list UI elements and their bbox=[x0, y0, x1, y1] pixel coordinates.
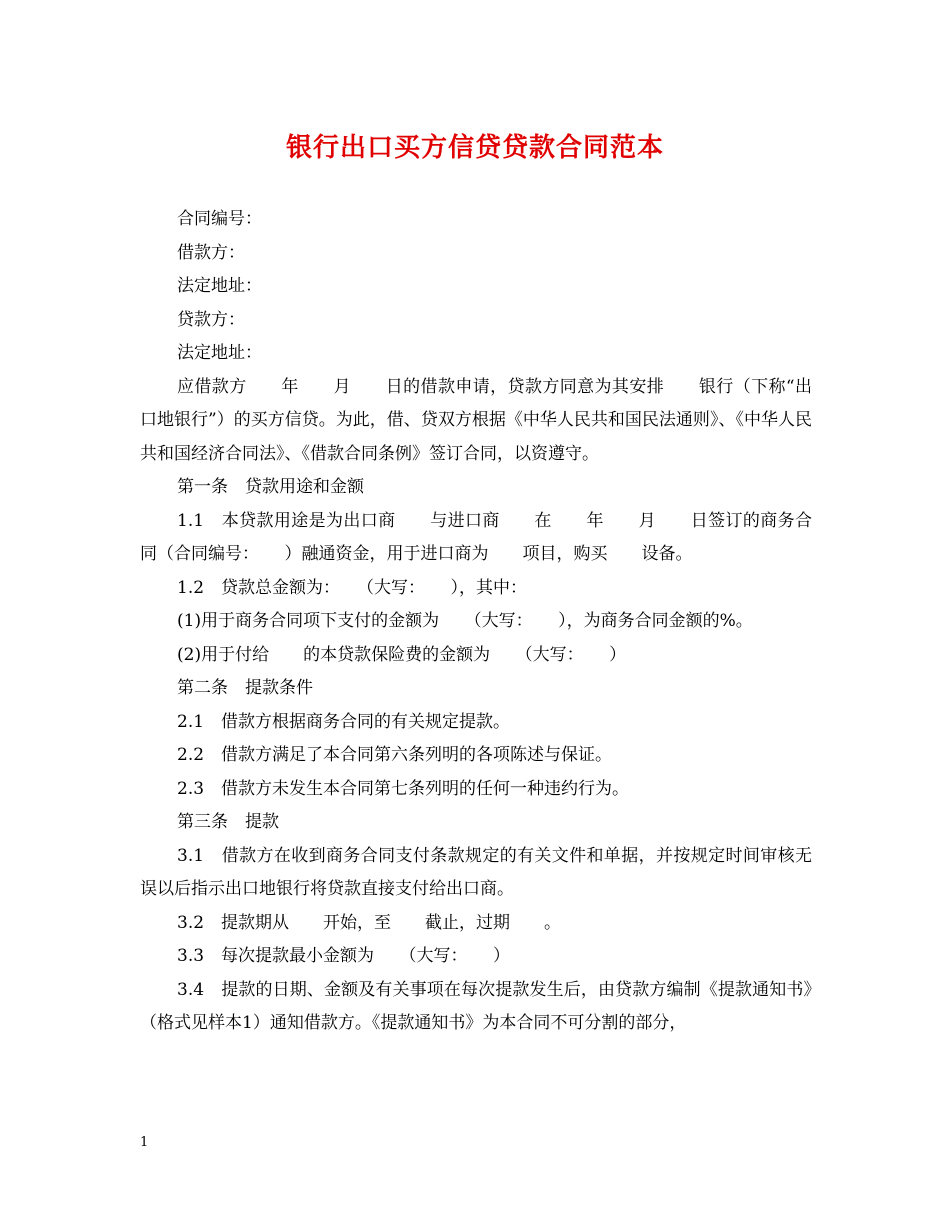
clause-1-1: 1.1 本贷款用途是为出口商 与进口商 在 年 月 日签订的商务合同（合同编号： ）融通资金，用于进口商为 项目，购买 设备。 bbox=[140, 510, 812, 564]
document-title: 银行出口买方信贷贷款合同范本 bbox=[285, 133, 664, 163]
borrower-line: 借款方： bbox=[177, 242, 245, 263]
document-body bbox=[140, 203, 812, 1041]
article-1-heading: 第一条 贷款用途和金额 bbox=[177, 477, 364, 497]
clause-2-3: 2.3 借款方未发生本合同第七条列明的任何一种违约行为。 bbox=[177, 778, 630, 799]
page-number: 1 bbox=[140, 1135, 149, 1150]
clause-3-4: 3.4 提款的日期、金额及有关事项在每次提款发生后，由贷款方编制《提款通知书》（格式见样本1）通知借款方。《提款通知书》为本合同不可分割的部分， bbox=[140, 979, 812, 1033]
clause-1-2-item-1: (1)用于商务合同项下支付的金额为 （大写： ），为商务合同金额的%。 bbox=[177, 611, 753, 631]
clause-2-1: 2.1 借款方根据商务合同的有关规定提款。 bbox=[177, 711, 511, 732]
clause-3-3: 3.3 每次提款最小金额为 （大写： ） bbox=[177, 946, 511, 966]
article-2-heading: 第二条 提款条件 bbox=[177, 678, 313, 698]
article-3-heading: 第三条 提款 bbox=[177, 812, 279, 832]
clause-1-2: 1.2 贷款总金额为： （大写： ），其中： bbox=[177, 577, 528, 598]
lender-line: 贷款方： bbox=[177, 309, 245, 330]
lender-address-line: 法定地址： bbox=[177, 343, 262, 363]
clause-3-1: 3.1 借款方在收到商务合同支付条款规定的有关文件和单据，并按规定时间审核无误以后指示出口地银行将贷款直接支付给出口商。 bbox=[140, 845, 812, 899]
clause-1-2-item-2: (2)用于付给 的本贷款保险费的金额为 （大写： ） bbox=[177, 644, 627, 665]
contract-number-line: 合同编号： bbox=[177, 209, 262, 229]
clause-2-2: 2.2 借款方满足了本合同第六条列明的各项陈述与保证。 bbox=[177, 745, 613, 765]
clause-3-2: 3.2 提款期从 开始，至 截止，过期 。 bbox=[177, 912, 562, 933]
preamble-paragraph: 应借款方 年 月 日的借款申请，贷款方同意为其安排 银行（下称“出口地银行”）的买方信贷。为此，借、贷双方根据《中华人民共和国民法通则》、《中华人民共和国经济合同法》、《借款合同条例》签订合同，以资遵守。 bbox=[140, 376, 812, 464]
borrower-address-line: 法定地址： bbox=[177, 276, 262, 296]
